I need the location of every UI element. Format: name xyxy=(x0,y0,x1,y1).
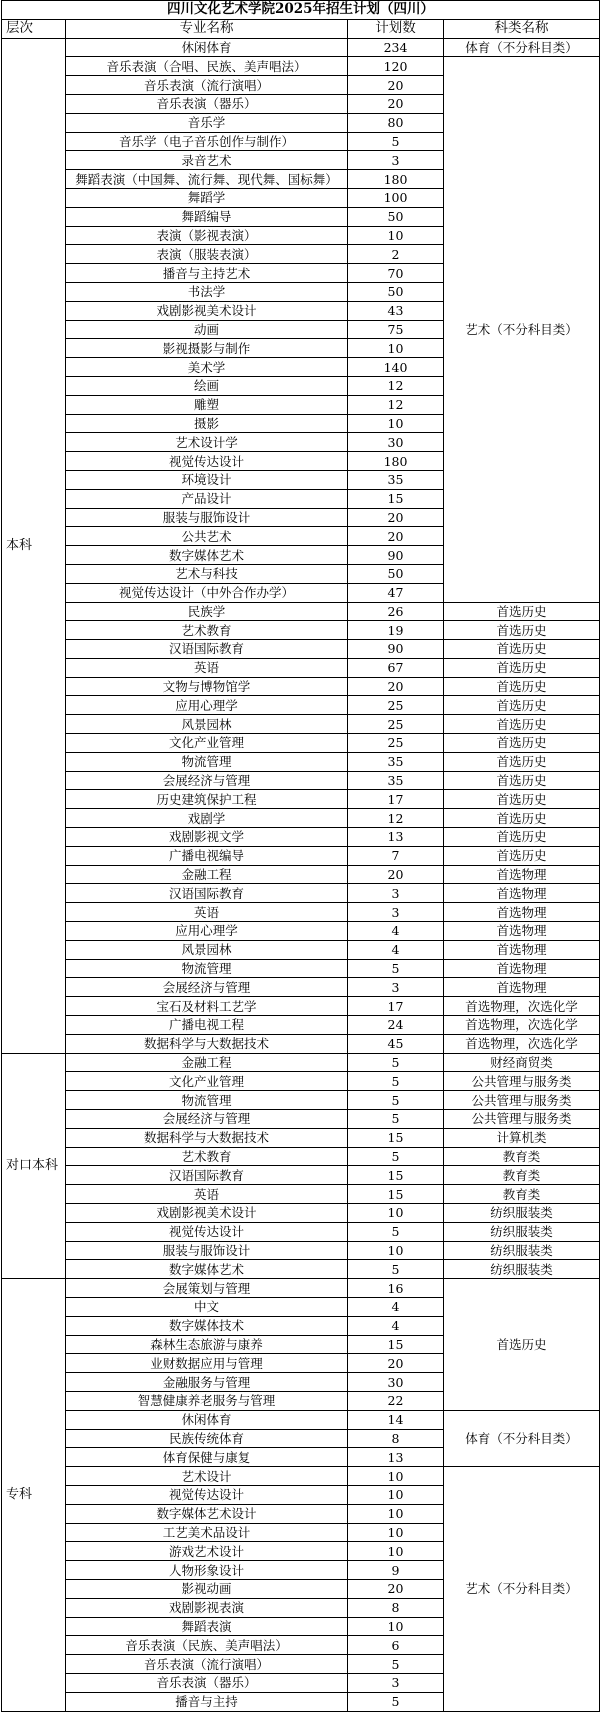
plan-count-cell: 5 xyxy=(348,1091,444,1110)
table-row xyxy=(2,1260,600,1279)
plan-count-cell: 8 xyxy=(348,1429,444,1448)
category-cell: 公共管理与服务类 xyxy=(444,1110,600,1129)
plan-count-cell: 45 xyxy=(348,1034,444,1053)
plan-count-cell: 9 xyxy=(348,1561,444,1580)
table-row xyxy=(2,771,600,790)
category-cell: 教育类 xyxy=(444,1185,600,1204)
plan-count-cell: 50 xyxy=(348,207,444,226)
major-cell: 英语 xyxy=(66,903,348,922)
plan-count-cell: 15 xyxy=(348,489,444,508)
header-category: 科类名称 xyxy=(444,19,600,38)
category-cell: 首选历史 xyxy=(444,677,600,696)
plan-count-cell: 120 xyxy=(348,57,444,76)
category-cell: 教育类 xyxy=(444,1147,600,1166)
plan-count-cell: 24 xyxy=(348,1016,444,1035)
plan-count-cell: 5 xyxy=(348,959,444,978)
major-cell: 美术学 xyxy=(66,358,348,377)
plan-count-cell: 100 xyxy=(348,188,444,207)
major-cell: 物流管理 xyxy=(66,959,348,978)
plan-count-cell: 17 xyxy=(348,997,444,1016)
major-cell: 文物与博物馆学 xyxy=(66,677,348,696)
major-cell: 汉语国际教育 xyxy=(66,1166,348,1185)
category-cell: 纺织服装类 xyxy=(444,1222,600,1241)
major-cell: 艺术设计 xyxy=(66,1467,348,1486)
plan-count-cell: 47 xyxy=(348,583,444,602)
plan-count-cell: 7 xyxy=(348,846,444,865)
major-cell: 金融工程 xyxy=(66,865,348,884)
plan-count-cell: 67 xyxy=(348,658,444,677)
major-cell: 视觉传达设计 xyxy=(66,1485,348,1504)
table-row xyxy=(2,696,600,715)
table-row xyxy=(2,38,600,57)
major-cell: 视觉传达设计 xyxy=(66,1222,348,1241)
major-cell: 数据科学与大数据技术 xyxy=(66,1034,348,1053)
major-cell: 风景园林 xyxy=(66,715,348,734)
plan-count-cell: 10 xyxy=(348,1542,444,1561)
major-cell: 艺术教育 xyxy=(66,621,348,640)
table-row xyxy=(2,715,600,734)
category-cell: 首选历史 xyxy=(444,771,600,790)
plan-count-cell: 4 xyxy=(348,922,444,941)
admission-plan-table xyxy=(1,0,600,1712)
plan-count-cell: 15 xyxy=(348,1128,444,1147)
major-cell: 音乐学 xyxy=(66,113,348,132)
major-cell: 戏剧影视美术设计 xyxy=(66,1204,348,1223)
major-cell: 播音与主持 xyxy=(66,1692,348,1711)
major-cell: 音乐学（电子音乐创作与制作） xyxy=(66,132,348,151)
major-cell: 数字媒体艺术 xyxy=(66,546,348,565)
category-cell: 首选历史 xyxy=(444,696,600,715)
category-cell: 计算机类 xyxy=(444,1128,600,1147)
category-cell: 公共管理与服务类 xyxy=(444,1072,600,1091)
major-cell: 民族传统体育 xyxy=(66,1429,348,1448)
category-cell: 首选历史 xyxy=(444,715,600,734)
major-cell: 音乐表演（民族、美声唱法） xyxy=(66,1636,348,1655)
plan-count-cell: 5 xyxy=(348,1692,444,1711)
major-cell: 应用心理学 xyxy=(66,696,348,715)
plan-count-cell: 10 xyxy=(348,1504,444,1523)
major-cell: 历史建筑保护工程 xyxy=(66,790,348,809)
category-cell: 首选历史 xyxy=(444,734,600,753)
plan-count-cell: 3 xyxy=(348,978,444,997)
plan-count-cell: 22 xyxy=(348,1391,444,1410)
table-row xyxy=(2,884,600,903)
category-cell: 首选物理 xyxy=(444,940,600,959)
category-cell: 公共管理与服务类 xyxy=(444,1091,600,1110)
plan-count-cell: 180 xyxy=(348,452,444,471)
category-cell: 首选历史 xyxy=(444,602,600,621)
plan-count-cell: 75 xyxy=(348,320,444,339)
plan-count-cell: 5 xyxy=(348,1147,444,1166)
category-cell: 纺织服装类 xyxy=(444,1241,600,1260)
category-cell: 首选历史 xyxy=(444,621,600,640)
plan-count-cell: 20 xyxy=(348,1579,444,1598)
plan-count-cell: 5 xyxy=(348,132,444,151)
category-cell: 教育类 xyxy=(444,1166,600,1185)
major-cell: 雕塑 xyxy=(66,395,348,414)
category-cell: 体育（不分科目类） xyxy=(444,38,600,57)
plan-count-cell: 10 xyxy=(348,226,444,245)
table-row xyxy=(2,1072,600,1091)
major-cell: 环境设计 xyxy=(66,470,348,489)
table-row xyxy=(2,1128,600,1147)
table-row xyxy=(2,1053,600,1072)
major-cell: 休闲体育 xyxy=(66,38,348,57)
major-cell: 影视摄影与制作 xyxy=(66,339,348,358)
plan-count-cell: 20 xyxy=(348,76,444,95)
category-cell: 纺织服装类 xyxy=(444,1260,600,1279)
major-cell: 音乐表演（流行演唱） xyxy=(66,1655,348,1674)
plan-count-cell: 5 xyxy=(348,1260,444,1279)
plan-count-cell: 5 xyxy=(348,1053,444,1072)
plan-count-cell: 90 xyxy=(348,640,444,659)
plan-count-cell: 20 xyxy=(348,527,444,546)
table-title: 四川文化艺术学院2025年招生计划（四川） xyxy=(2,1,600,20)
table-row xyxy=(2,1016,600,1035)
major-cell: 应用心理学 xyxy=(66,922,348,941)
plan-count-cell: 8 xyxy=(348,1598,444,1617)
table-row xyxy=(2,640,600,659)
major-cell: 业财数据应用与管理 xyxy=(66,1354,348,1373)
major-cell: 森林生态旅游与康养 xyxy=(66,1335,348,1354)
table-row xyxy=(2,865,600,884)
plan-count-cell: 4 xyxy=(348,1297,444,1316)
plan-count-cell: 4 xyxy=(348,1316,444,1335)
plan-count-cell: 3 xyxy=(348,151,444,170)
plan-count-cell: 14 xyxy=(348,1410,444,1429)
plan-count-cell: 80 xyxy=(348,113,444,132)
major-cell: 舞蹈学 xyxy=(66,188,348,207)
major-cell: 影视动画 xyxy=(66,1579,348,1598)
major-cell: 戏剧影视表演 xyxy=(66,1598,348,1617)
major-cell: 广播电视工程 xyxy=(66,1016,348,1035)
table-row xyxy=(2,658,600,677)
major-cell: 汉语国际教育 xyxy=(66,884,348,903)
major-cell: 书法学 xyxy=(66,282,348,301)
category-cell: 首选物理 xyxy=(444,903,600,922)
plan-count-cell: 25 xyxy=(348,715,444,734)
category-cell: 体育（不分科目类） xyxy=(444,1410,600,1466)
major-cell: 戏剧影视文学 xyxy=(66,828,348,847)
table-row xyxy=(2,1204,600,1223)
major-cell: 舞蹈编导 xyxy=(66,207,348,226)
major-cell: 会展经济与管理 xyxy=(66,771,348,790)
plan-count-cell: 180 xyxy=(348,170,444,189)
plan-count-cell: 3 xyxy=(348,903,444,922)
major-cell: 数字媒体技术 xyxy=(66,1316,348,1335)
plan-count-cell: 17 xyxy=(348,790,444,809)
level-cell: 对口本科 xyxy=(2,1053,66,1279)
major-cell: 数字媒体艺术 xyxy=(66,1260,348,1279)
major-cell: 风景园林 xyxy=(66,940,348,959)
plan-count-cell: 20 xyxy=(348,865,444,884)
category-cell: 首选物理，次选化学 xyxy=(444,1034,600,1053)
major-cell: 摄影 xyxy=(66,414,348,433)
plan-count-cell: 10 xyxy=(348,414,444,433)
category-cell: 首选物理，次选化学 xyxy=(444,997,600,1016)
table-row xyxy=(2,602,600,621)
plan-count-cell: 2 xyxy=(348,245,444,264)
plan-count-cell: 5 xyxy=(348,1655,444,1674)
plan-count-cell: 3 xyxy=(348,884,444,903)
plan-count-cell: 5 xyxy=(348,1110,444,1129)
category-cell: 首选历史 xyxy=(444,1279,600,1411)
table-row xyxy=(2,1241,600,1260)
major-cell: 艺术与科技 xyxy=(66,564,348,583)
table-row xyxy=(2,1110,600,1129)
major-cell: 工艺美术品设计 xyxy=(66,1523,348,1542)
table-row xyxy=(2,1467,600,1486)
plan-count-cell: 3 xyxy=(348,1673,444,1692)
plan-count-cell: 13 xyxy=(348,1448,444,1467)
table-row xyxy=(2,1222,600,1241)
major-cell: 休闲体育 xyxy=(66,1410,348,1429)
major-cell: 绘画 xyxy=(66,376,348,395)
major-cell: 艺术设计学 xyxy=(66,433,348,452)
table-row xyxy=(2,959,600,978)
plan-count-cell: 13 xyxy=(348,828,444,847)
major-cell: 汉语国际教育 xyxy=(66,640,348,659)
major-cell: 文化产业管理 xyxy=(66,1072,348,1091)
plan-count-cell: 10 xyxy=(348,1204,444,1223)
major-cell: 中文 xyxy=(66,1297,348,1316)
major-cell: 物流管理 xyxy=(66,752,348,771)
plan-count-cell: 10 xyxy=(348,1467,444,1486)
plan-count-cell: 12 xyxy=(348,809,444,828)
table-row xyxy=(2,997,600,1016)
header-level: 层次 xyxy=(2,19,66,38)
plan-count-cell: 30 xyxy=(348,433,444,452)
plan-count-cell: 43 xyxy=(348,301,444,320)
major-cell: 音乐表演（流行演唱） xyxy=(66,76,348,95)
major-cell: 音乐表演（器乐） xyxy=(66,94,348,113)
major-cell: 文化产业管理 xyxy=(66,734,348,753)
plan-count-cell: 15 xyxy=(348,1185,444,1204)
category-cell: 首选物理 xyxy=(444,884,600,903)
plan-count-cell: 20 xyxy=(348,677,444,696)
category-cell: 首选历史 xyxy=(444,846,600,865)
category-cell: 首选历史 xyxy=(444,828,600,847)
category-cell: 首选物理 xyxy=(444,922,600,941)
table-row xyxy=(2,1034,600,1053)
major-cell: 舞蹈表演 xyxy=(66,1617,348,1636)
major-cell: 音乐表演（合唱、民族、美声唱法） xyxy=(66,57,348,76)
major-cell: 艺术教育 xyxy=(66,1147,348,1166)
plan-count-cell: 12 xyxy=(348,376,444,395)
plan-count-cell: 20 xyxy=(348,94,444,113)
major-cell: 物流管理 xyxy=(66,1091,348,1110)
table-row xyxy=(2,828,600,847)
category-cell: 艺术（不分科目类） xyxy=(444,57,600,602)
category-cell: 首选物理 xyxy=(444,959,600,978)
table-row xyxy=(2,846,600,865)
major-cell: 戏剧学 xyxy=(66,809,348,828)
category-cell: 艺术（不分科目类） xyxy=(444,1467,600,1711)
level-cell: 本科 xyxy=(2,38,66,1053)
major-cell: 金融服务与管理 xyxy=(66,1373,348,1392)
plan-count-cell: 20 xyxy=(348,508,444,527)
major-cell: 宝石及材料工艺学 xyxy=(66,997,348,1016)
category-cell: 首选物理 xyxy=(444,978,600,997)
table-row xyxy=(2,677,600,696)
plan-count-cell: 35 xyxy=(348,771,444,790)
major-cell: 智慧健康养老服务与管理 xyxy=(66,1391,348,1410)
major-cell: 音乐表演（器乐） xyxy=(66,1673,348,1692)
major-cell: 金融工程 xyxy=(66,1053,348,1072)
plan-count-cell: 5 xyxy=(348,1072,444,1091)
major-cell: 体育保健与康复 xyxy=(66,1448,348,1467)
table-row xyxy=(2,940,600,959)
table-row xyxy=(2,734,600,753)
category-cell: 首选物理，次选化学 xyxy=(444,1016,600,1035)
major-cell: 会展经济与管理 xyxy=(66,978,348,997)
plan-count-cell: 10 xyxy=(348,1485,444,1504)
table-row xyxy=(2,621,600,640)
table-row xyxy=(2,978,600,997)
major-cell: 游戏艺术设计 xyxy=(66,1542,348,1561)
table-row xyxy=(2,809,600,828)
plan-count-cell: 16 xyxy=(348,1279,444,1298)
plan-count-cell: 5 xyxy=(348,1222,444,1241)
category-cell: 纺织服装类 xyxy=(444,1204,600,1223)
major-cell: 人物形象设计 xyxy=(66,1561,348,1580)
table-row xyxy=(2,903,600,922)
plan-count-cell: 35 xyxy=(348,752,444,771)
plan-count-cell: 15 xyxy=(348,1166,444,1185)
table-row xyxy=(2,790,600,809)
plan-count-cell: 50 xyxy=(348,282,444,301)
major-cell: 数字媒体艺术设计 xyxy=(66,1504,348,1523)
level-cell: 专科 xyxy=(2,1279,66,1711)
major-cell: 服装与服饰设计 xyxy=(66,508,348,527)
major-cell: 视觉传达设计（中外合作办学） xyxy=(66,583,348,602)
plan-count-cell: 10 xyxy=(348,1617,444,1636)
category-cell: 首选历史 xyxy=(444,809,600,828)
major-cell: 会展策划与管理 xyxy=(66,1279,348,1298)
major-cell: 民族学 xyxy=(66,602,348,621)
category-cell: 首选历史 xyxy=(444,658,600,677)
major-cell: 播音与主持艺术 xyxy=(66,264,348,283)
header-plan-count: 计划数 xyxy=(348,19,444,38)
major-cell: 公共艺术 xyxy=(66,527,348,546)
plan-count-cell: 10 xyxy=(348,1241,444,1260)
category-cell: 首选物理 xyxy=(444,865,600,884)
table-row xyxy=(2,752,600,771)
plan-count-cell: 25 xyxy=(348,696,444,715)
plan-count-cell: 90 xyxy=(348,546,444,565)
plan-count-cell: 15 xyxy=(348,1335,444,1354)
plan-count-cell: 6 xyxy=(348,1636,444,1655)
table-row xyxy=(2,1410,600,1429)
plan-count-cell: 234 xyxy=(348,38,444,57)
category-cell: 首选历史 xyxy=(444,752,600,771)
table-row xyxy=(2,1185,600,1204)
major-cell: 表演（影视表演） xyxy=(66,226,348,245)
header-major: 专业名称 xyxy=(66,19,348,38)
plan-count-cell: 20 xyxy=(348,1354,444,1373)
table-row xyxy=(2,57,600,76)
major-cell: 动画 xyxy=(66,320,348,339)
plan-count-cell: 140 xyxy=(348,358,444,377)
plan-count-cell: 12 xyxy=(348,395,444,414)
major-cell: 产品设计 xyxy=(66,489,348,508)
major-cell: 视觉传达设计 xyxy=(66,452,348,471)
plan-count-cell: 26 xyxy=(348,602,444,621)
plan-count-cell: 30 xyxy=(348,1373,444,1392)
table-row xyxy=(2,1147,600,1166)
major-cell: 舞蹈表演（中国舞、流行舞、现代舞、国标舞） xyxy=(66,170,348,189)
major-cell: 录音艺术 xyxy=(66,151,348,170)
plan-count-cell: 19 xyxy=(348,621,444,640)
category-cell: 首选历史 xyxy=(444,790,600,809)
major-cell: 广播电视编导 xyxy=(66,846,348,865)
plan-count-cell: 35 xyxy=(348,470,444,489)
plan-count-cell: 50 xyxy=(348,564,444,583)
table-row xyxy=(2,922,600,941)
plan-count-cell: 25 xyxy=(348,734,444,753)
table-row xyxy=(2,1091,600,1110)
table-row xyxy=(2,1279,600,1298)
category-cell: 财经商贸类 xyxy=(444,1053,600,1072)
major-cell: 英语 xyxy=(66,1185,348,1204)
category-cell: 首选历史 xyxy=(444,640,600,659)
plan-count-cell: 70 xyxy=(348,264,444,283)
major-cell: 表演（服装表演） xyxy=(66,245,348,264)
major-cell: 服装与服饰设计 xyxy=(66,1241,348,1260)
table-row xyxy=(2,1166,600,1185)
major-cell: 英语 xyxy=(66,658,348,677)
major-cell: 戏剧影视美术设计 xyxy=(66,301,348,320)
plan-count-cell: 10 xyxy=(348,339,444,358)
plan-count-cell: 10 xyxy=(348,1523,444,1542)
major-cell: 数据科学与大数据技术 xyxy=(66,1128,348,1147)
plan-count-cell: 4 xyxy=(348,940,444,959)
major-cell: 会展经济与管理 xyxy=(66,1110,348,1129)
